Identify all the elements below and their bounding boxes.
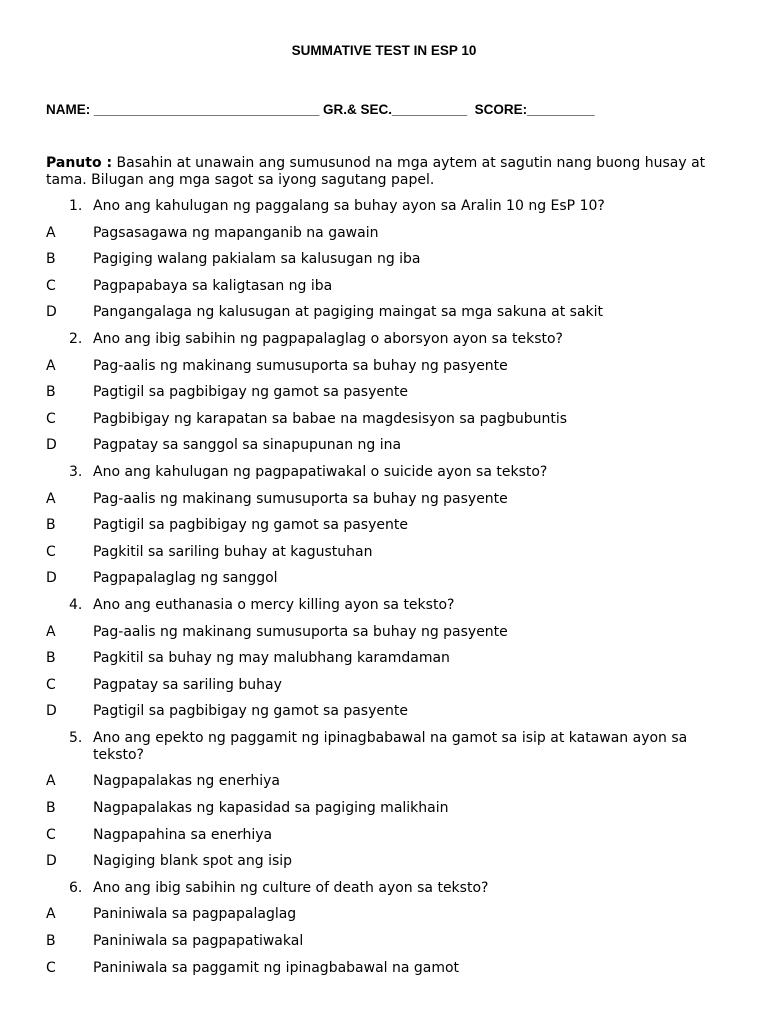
question-list [0, 198, 768, 986]
option-letter: B [46, 517, 56, 534]
option-b [0, 384, 768, 401]
option-letter: D [46, 570, 57, 587]
option-letter: B [46, 384, 56, 401]
question-4 [0, 597, 703, 614]
option-d [0, 570, 768, 587]
question-number: 1. [69, 198, 83, 214]
option-b [0, 251, 768, 268]
option-letter: A [46, 906, 56, 923]
question-2 [0, 331, 703, 348]
option-text: Pagiging walang pakialam sa kalusugan ng iba [93, 251, 421, 268]
option-text: Pag-aalis ng makinang sumusuporta sa buhay ng pasyente [93, 357, 508, 374]
option-letter: A [46, 623, 56, 640]
option-letter: D [46, 437, 57, 454]
option-letter: B [46, 933, 56, 950]
option-letter: D [46, 853, 57, 870]
option-letter: C [46, 410, 56, 427]
option-text: Pag-aalis ng makinang sumusuporta sa buhay ng pasyente [93, 490, 508, 507]
option-text: Paniniwala sa pagpapalaglag [93, 906, 297, 923]
option-c [0, 278, 768, 295]
option-letter: D [46, 304, 57, 321]
instructions-text: Basahin at unawain ang sumusunod na mga aytem at sagutin nang buong husay at tama. Bilugan ang mga sagot sa iyong sagutang papel. [46, 155, 706, 188]
option-text: Pagtigil sa pagbibigay ng gamot sa pasyente [93, 703, 408, 720]
option-text: Pag-aalis ng makinang sumusuporta sa buhay ng pasyente [93, 623, 508, 640]
option-c [0, 960, 768, 977]
option-letter: C [46, 826, 56, 843]
option-c [0, 411, 768, 428]
option-b [0, 933, 768, 950]
option-letter: C [46, 959, 56, 976]
option-a [0, 491, 768, 508]
option-a [0, 624, 768, 641]
question-number: 4. [69, 596, 83, 613]
option-letter: C [46, 676, 56, 693]
question-text: Ano ang ibig sabihin ng pagpapalaglag o aborsyon ayon sa teksto? [93, 330, 563, 347]
instructions [46, 155, 736, 189]
option-text: Pagpatay sa sanggol sa sinapupunan ng ina [93, 437, 402, 454]
option-letter: C [46, 277, 56, 294]
option-text: Pagbibigay ng karapatan sa babae na magdesisyon sa pagbubuntis [93, 410, 568, 427]
option-letter: A [46, 490, 56, 507]
student-info-line: NAME: ______________________________ GR.& SEC.__________ SCORE:_________ [46, 102, 595, 117]
option-text: Pagtigil sa pagbibigay ng gamot sa pasyente [93, 517, 408, 534]
option-letter: B [46, 650, 56, 667]
question-text: Ano ang epekto ng paggamit ng ipinagbabawal na gamot sa isip at katawan ayon sa teksto? [93, 729, 688, 763]
option-letter: B [46, 800, 56, 817]
option-text: Nagpapalakas ng kapasidad sa pagiging malikhain [93, 800, 449, 817]
question-number: 3. [69, 463, 83, 480]
option-d [0, 703, 768, 720]
option-d [0, 437, 768, 454]
option-c [0, 544, 768, 561]
question-3 [0, 464, 703, 481]
option-text: Pagpatay sa sariling buhay [93, 676, 282, 693]
option-text: Nagpapalakas ng enerhiya [93, 773, 280, 790]
option-letter: D [46, 703, 57, 720]
question-text: Ano ang kahulugan ng paggalang sa buhay ayon sa Aralin 10 ng EsP 10? [93, 198, 605, 214]
option-letter: A [46, 773, 56, 790]
option-b [0, 517, 768, 534]
option-text: Paniniwala sa pagpapatiwakal [93, 933, 304, 950]
option-text: Pagsasagawa ng mapanganib na gawain [93, 224, 379, 241]
option-a [0, 906, 768, 923]
option-text: Paniniwala sa paggamit ng ipinagbabawal na gamot [93, 959, 460, 976]
option-c [0, 677, 768, 694]
question-1 [0, 198, 703, 215]
option-letter: C [46, 543, 56, 560]
question-text: Ano ang euthanasia o mercy killing ayon sa teksto? [93, 596, 455, 613]
option-letter: A [46, 224, 56, 241]
page-title: SUMMATIVE TEST IN ESP 10 [291, 43, 477, 58]
option-text: Nagpapahina sa enerhiya [93, 826, 273, 843]
option-d [0, 853, 768, 870]
option-d [0, 304, 768, 321]
question-number: 6. [69, 879, 83, 896]
option-text: Pagkitil sa buhay ng may malubhang karamdaman [93, 650, 450, 667]
question-text: Ano ang kahulugan ng pagpapatiwakal o suicide ayon sa teksto? [93, 463, 548, 480]
question-5 [0, 730, 703, 764]
option-text: Pagtigil sa pagbibigay ng gamot sa pasyente [93, 384, 408, 401]
option-text: Pagpapalaglag ng sanggol [93, 570, 278, 587]
question-text: Ano ang ibig sabihin ng culture of death ayon sa teksto? [93, 879, 489, 896]
instructions-label: Panuto : [46, 155, 113, 171]
option-text: Pangangalaga ng kalusugan at pagiging maingat sa mga sakuna at sakit [93, 304, 604, 321]
option-a [0, 225, 768, 242]
option-text: Nagiging blank spot ang isip [93, 853, 293, 870]
option-text: Pagpapabaya sa kaligtasan ng iba [93, 277, 333, 294]
option-letter: A [46, 357, 56, 374]
option-b [0, 650, 768, 667]
option-a [0, 358, 768, 375]
option-b [0, 800, 768, 817]
option-text: Pagkitil sa sariling buhay at kagustuhan [93, 543, 373, 560]
question-6 [0, 880, 703, 897]
option-c [0, 827, 768, 844]
question-number: 2. [69, 330, 83, 347]
option-letter: B [46, 251, 56, 268]
question-number: 5. [69, 729, 83, 746]
option-a [0, 773, 768, 790]
